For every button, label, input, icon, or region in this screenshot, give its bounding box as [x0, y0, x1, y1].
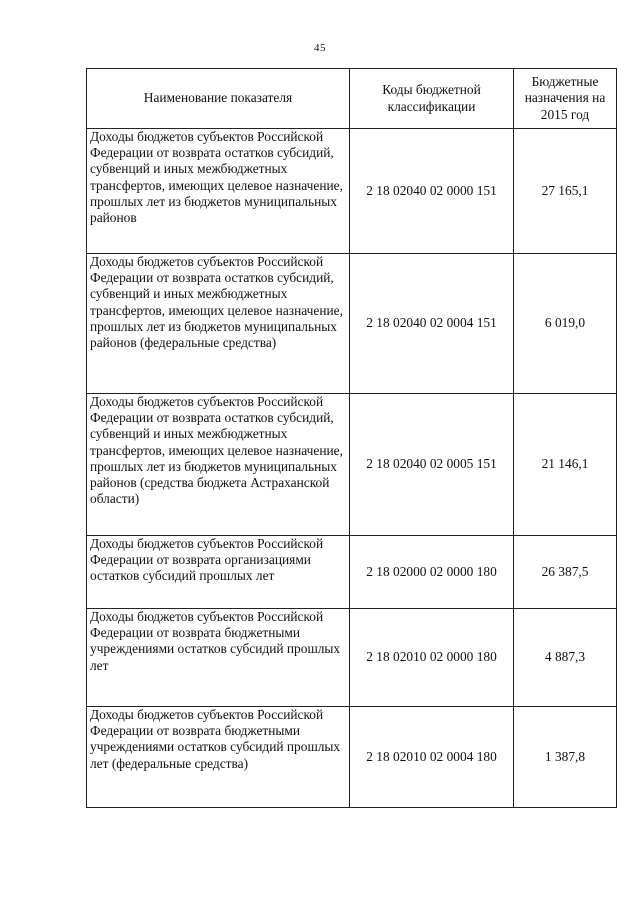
- indicator-name-cell: Доходы бюджетов субъектов Российской Федерации от возврата остатков субсидий, субвенций и иных межбюджетных трансфертов, имеющих целевое назначение, прошлых лет из бюджетов муниципальных районов (федеральные средства): [87, 254, 350, 394]
- indicator-name-cell: Доходы бюджетов субъектов Российской Федерации от возврата организациями остатков субсидий прошлых лет: [87, 536, 350, 609]
- allocation-value-cell: 21 146,1: [514, 394, 617, 536]
- table-row: [87, 254, 617, 394]
- table-row: [87, 394, 617, 536]
- classification-code-cell: 2 18 02040 02 0000 151: [350, 129, 514, 254]
- header-classification-code: Коды бюджетной классификации: [350, 69, 514, 129]
- indicator-name-cell: Доходы бюджетов субъектов Российской Федерации от возврата бюджетными учреждениями остатков субсидий прошлых лет: [87, 609, 350, 707]
- indicator-name-cell: Доходы бюджетов субъектов Российской Федерации от возврата бюджетными учреждениями остатков субсидий прошлых лет (федеральные средства): [87, 707, 350, 808]
- allocation-value-cell: 26 387,5: [514, 536, 617, 609]
- allocation-value-cell: 4 887,3: [514, 609, 617, 707]
- classification-code-cell: 2 18 02000 02 0000 180: [350, 536, 514, 609]
- table-row: [87, 609, 617, 707]
- classification-code-cell: 2 18 02040 02 0004 151: [350, 254, 514, 394]
- classification-code-cell: 2 18 02040 02 0005 151: [350, 394, 514, 536]
- indicator-name-cell: Доходы бюджетов субъектов Российской Федерации от возврата остатков субсидий, субвенций и иных межбюджетных трансфертов, имеющих целевое назначение, прошлых лет из бюджетов муниципальных районов (средства бюджета Астраханской области): [87, 394, 350, 536]
- header-budget-allocation: Бюджетные назначения на 2015 год: [514, 69, 617, 129]
- allocation-value-cell: 27 165,1: [514, 129, 617, 254]
- indicator-name-cell: Доходы бюджетов субъектов Российской Федерации от возврата остатков субсидий, субвенций и иных межбюджетных трансфертов, имеющих целевое назначение, прошлых лет из бюджетов муниципальных районов: [87, 129, 350, 254]
- header-indicator-name: Наименование показателя: [87, 69, 350, 129]
- classification-code-cell: 2 18 02010 02 0004 180: [350, 707, 514, 808]
- classification-code-cell: 2 18 02010 02 0000 180: [350, 609, 514, 707]
- table-row: [87, 707, 617, 808]
- allocation-value-cell: 6 019,0: [514, 254, 617, 394]
- budget-table: [86, 68, 617, 808]
- allocation-value-cell: 1 387,8: [514, 707, 617, 808]
- table-row: [87, 536, 617, 609]
- table-header-row: [87, 69, 617, 129]
- page-number: 45: [314, 42, 326, 54]
- table-row: [87, 129, 617, 254]
